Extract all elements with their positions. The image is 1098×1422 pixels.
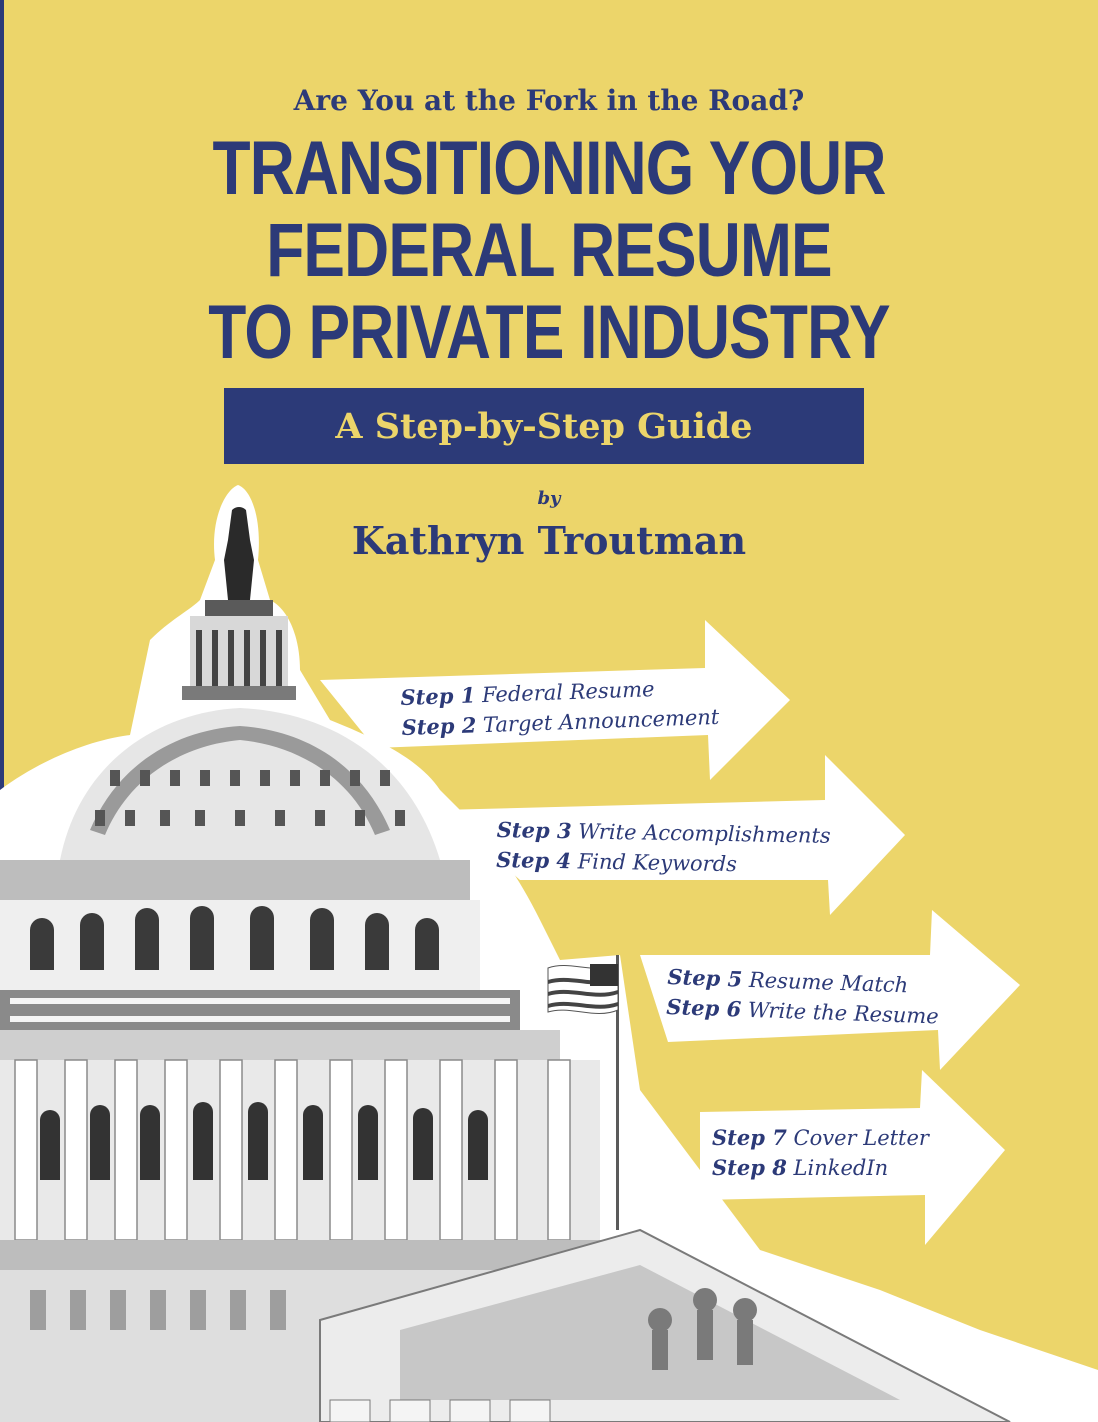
- step-label: Resume Match: [748, 967, 909, 998]
- step-label: Find Keywords: [577, 849, 738, 877]
- step-line: [496, 845, 830, 881]
- cover-title-line: TRANSITIONING YOUR: [212, 126, 886, 211]
- step-arrow-4-text: [712, 1123, 929, 1183]
- step-number: Step 4: [496, 846, 572, 874]
- step-arrow-2-text: [496, 815, 831, 881]
- step-number: Step 6: [666, 993, 742, 1022]
- step-arrow-1-text: [400, 672, 720, 743]
- step-label: Cover Letter: [793, 1126, 929, 1150]
- step-number: Step 7: [712, 1125, 787, 1150]
- step-label: Write Accomplishments: [578, 819, 831, 848]
- cover-kicker: Are You at the Fork in the Road?: [293, 84, 805, 117]
- step-number: Step 1: [400, 682, 476, 710]
- step-label: Target Announcement: [482, 704, 720, 738]
- step-label: LinkedIn: [793, 1156, 889, 1180]
- step-number: Step 2: [401, 712, 477, 740]
- step-number: Step 5: [667, 963, 743, 992]
- step-arrow-3-text: [666, 962, 940, 1031]
- by-label: by: [537, 488, 561, 509]
- step-line: [712, 1153, 929, 1183]
- cover-title-line: FEDERAL RESUME: [266, 208, 832, 293]
- step-label: Federal Resume: [481, 677, 655, 708]
- subtitle-text: A Step-by-Step Guide: [335, 405, 753, 447]
- cover-title: [99, 128, 999, 374]
- cover-title-line: TO PRIVATE INDUSTRY: [208, 290, 890, 375]
- step-label: Write the Resume: [747, 997, 940, 1029]
- step-line: [712, 1123, 929, 1153]
- step-number: Step 8: [712, 1155, 787, 1180]
- subtitle-banner: [224, 388, 864, 464]
- author-name: Kathryn Troutman: [351, 518, 747, 563]
- step-number: Step 3: [496, 816, 572, 844]
